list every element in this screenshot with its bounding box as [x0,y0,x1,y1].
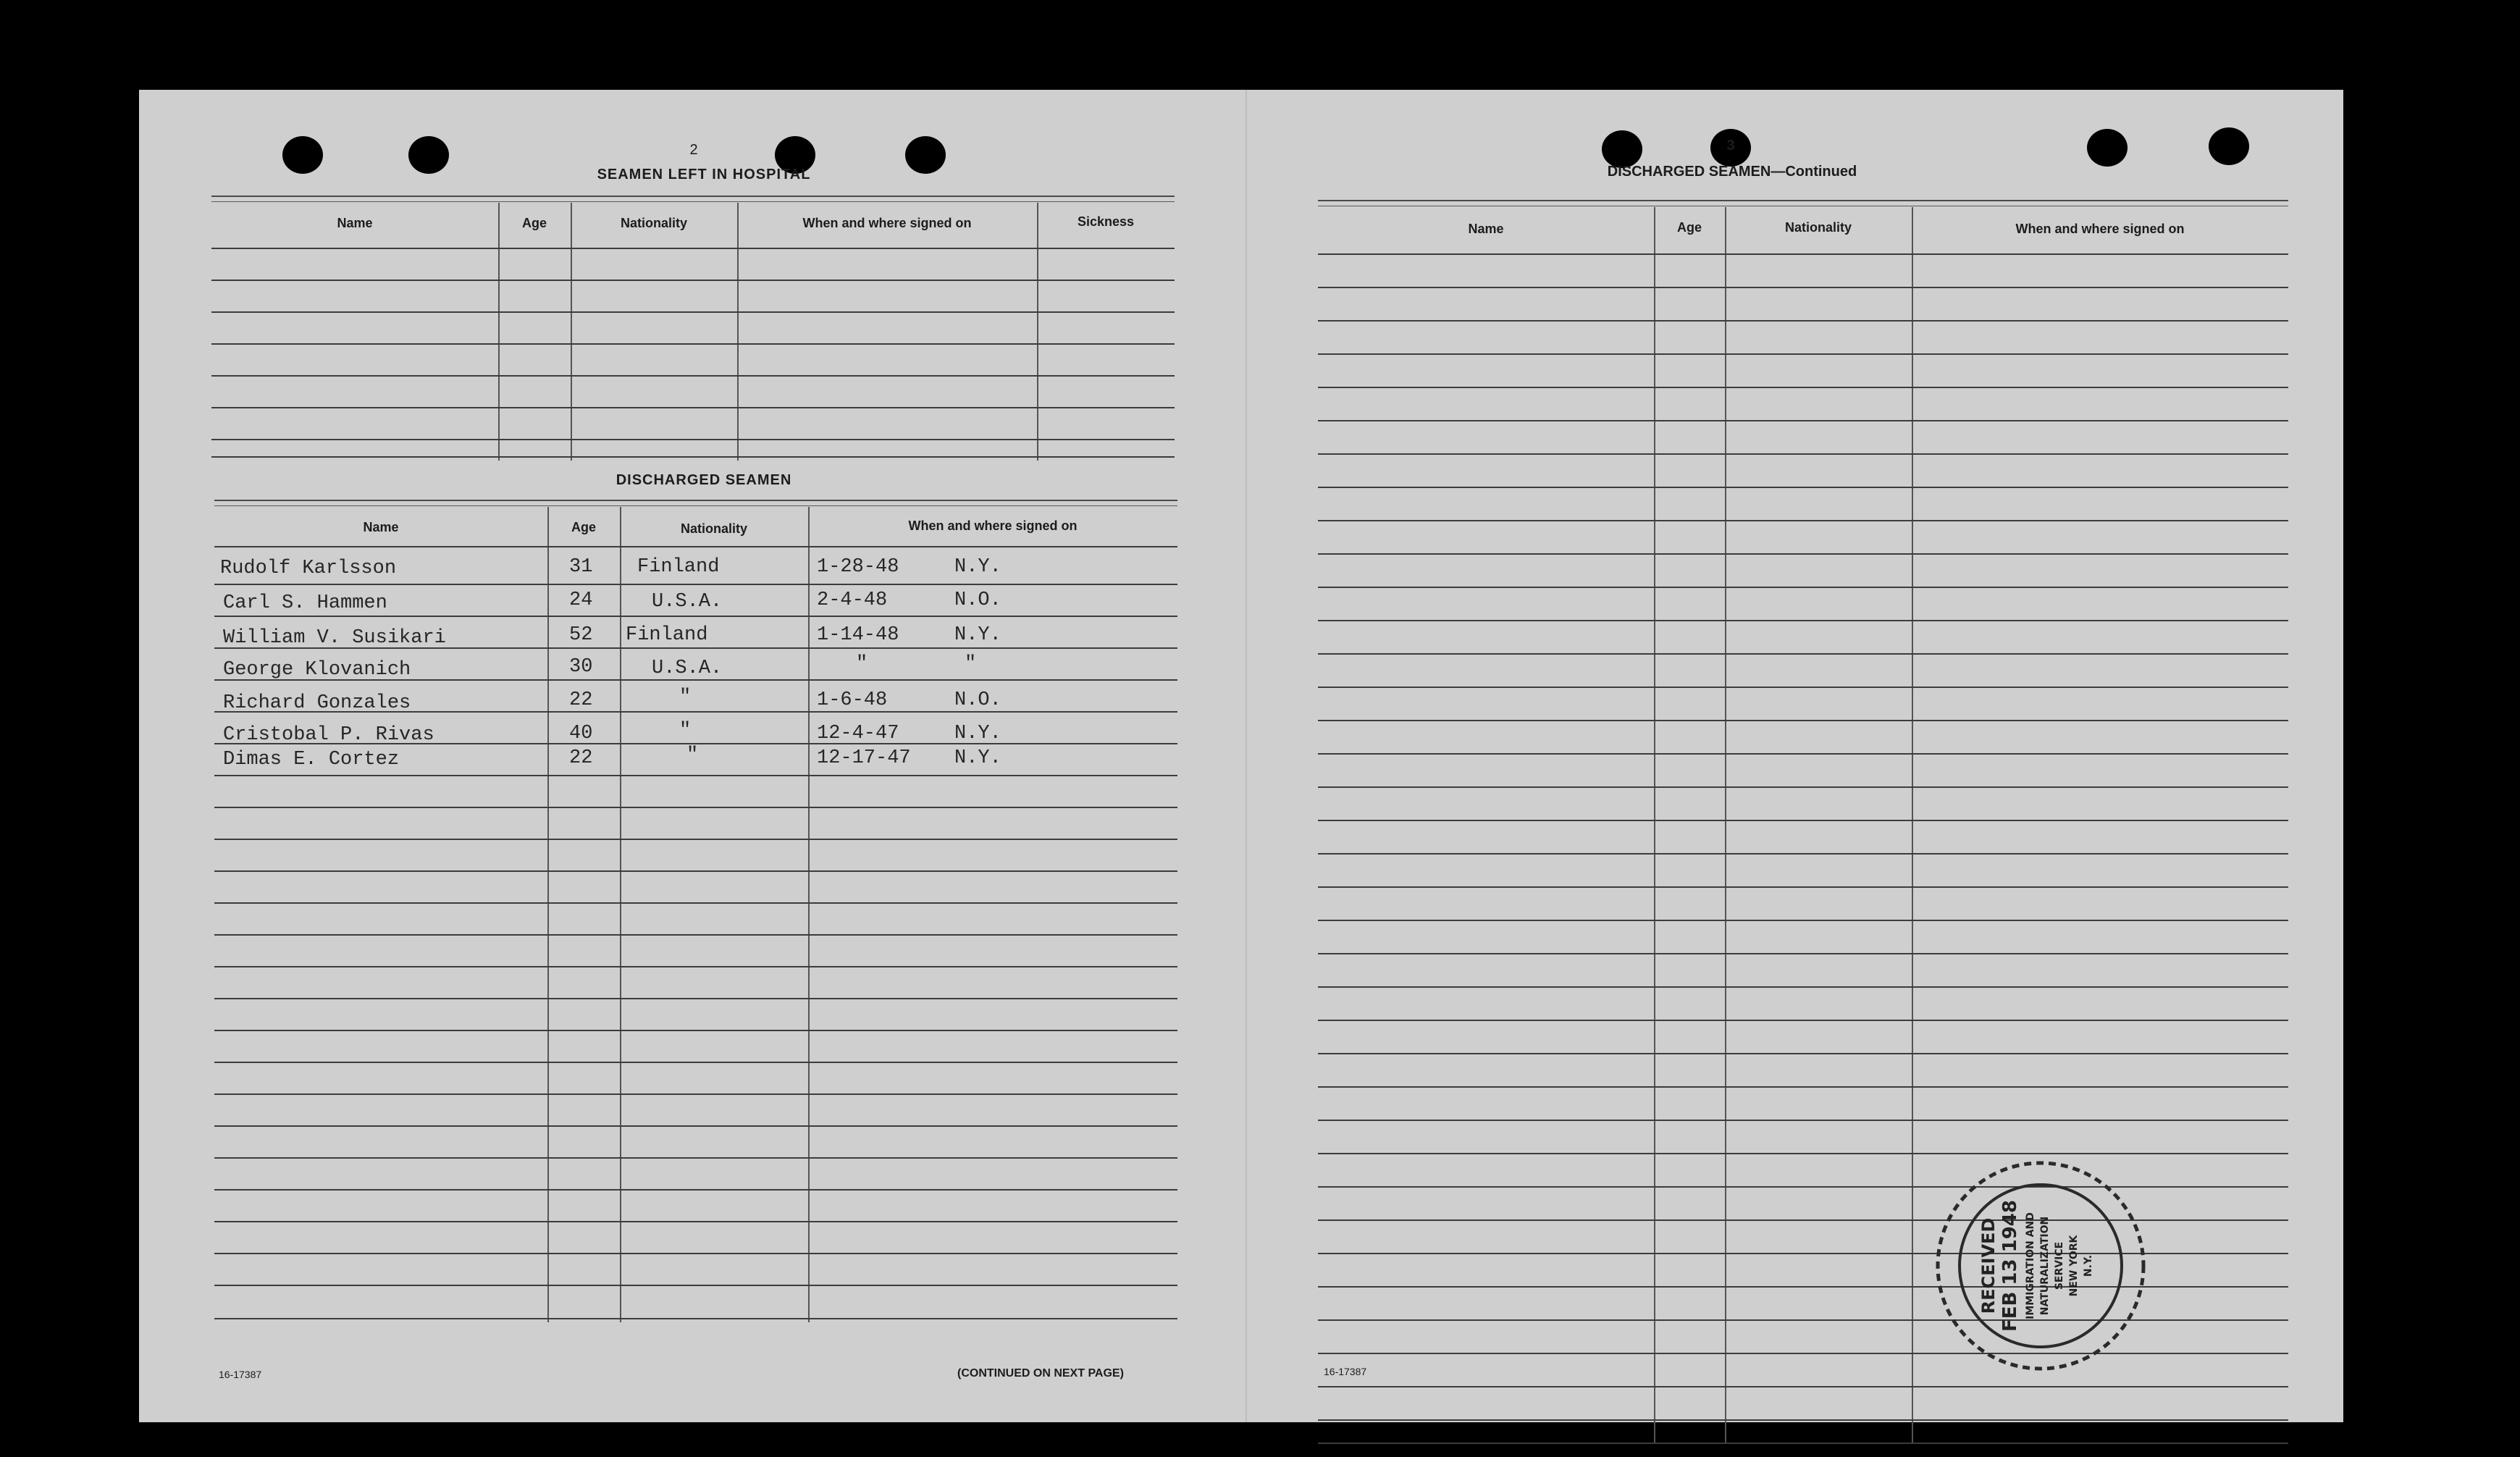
table-row-line [211,248,1175,249]
table-row-line [214,934,1177,936]
signed-on-place: N.Y. [954,723,1001,744]
table-row-line [1318,853,2288,855]
stamp-line: NATURALIZATION [2039,1216,2051,1316]
table-row-line [1318,487,2288,488]
table-row-line [214,1093,1177,1095]
hospital-header-signed-on: When and where signed on [802,216,972,230]
table-row-line [1318,253,2288,255]
table-row-line [1318,553,2288,555]
hospital-header-age: Age [521,216,547,230]
seaman-name: Dimas E. Cortez [223,749,400,771]
table-row-line [214,807,1177,808]
signed-on-place: N.O. [954,589,1001,611]
table-row-line [211,311,1175,313]
table-row-line [214,902,1177,904]
table-row-line [1318,653,2288,655]
table-row-line [211,456,1175,458]
stamp-line: N.Y. [2083,1254,2094,1277]
page-number: 2 [689,142,698,158]
hospital-header-nationality: Nationality [620,216,687,230]
table-row-line [214,584,1177,585]
seaman-nationality: " [686,744,699,766]
table-row-line [1318,287,2288,288]
column-divider [1725,207,1726,1444]
table-row-line [1318,1053,2288,1054]
discharged-header-name: Name [363,520,399,534]
seaman-name: Richard Gonzales [223,692,411,714]
continued-header-nationality: Nationality [1784,220,1852,235]
punch-hole [2209,127,2249,165]
signed-on-place: N.O. [954,689,1001,711]
table-row-line [214,775,1177,776]
signed-on-place: " [965,653,977,675]
table-row-line [1318,953,2288,954]
punch-hole [408,136,449,174]
table-row-line [1318,1443,2288,1444]
continued-header-name: Name [1468,222,1504,236]
signed-on-date: 1-28-48 [817,556,899,578]
table-row-line [1318,720,2288,721]
seaman-age: 31 [569,556,593,578]
seaman-name: William V. Susikari [223,627,446,649]
form-number: 16-17387 [1324,1366,1367,1377]
table-row-line [1318,786,2288,788]
table-row-line [214,1062,1177,1063]
signed-on-date: 12-17-47 [817,747,911,769]
seaman-nationality: U.S.A. [652,658,723,679]
seaman-name: George Klovanich [223,659,411,681]
column-divider [547,507,549,1322]
column-divider [808,507,810,1322]
seaman-nationality: " [679,686,692,708]
table-row-line [211,280,1175,281]
discharged-header-age: Age [571,520,596,534]
table-row-line [214,839,1177,840]
signed-on-date: 1-14-48 [817,624,899,646]
table-row-line [1318,520,2288,521]
column-divider [571,203,572,461]
rule [1318,200,2288,201]
punch-hole [1602,130,1642,168]
rule [211,196,1175,197]
rule [214,500,1177,501]
table-row-line [214,998,1177,999]
signed-on-place: N.Y. [954,556,1001,578]
page-number: 3 [1726,138,1735,154]
table-row-line [214,1221,1177,1222]
seaman-age: 30 [569,656,593,678]
table-row-line [1318,686,2288,688]
seaman-name: Carl S. Hammen [223,592,387,614]
continued-note: (CONTINUED ON NEXT PAGE) [957,1367,1124,1380]
table-row-line [1318,1386,2288,1387]
column-divider [1912,207,1913,1444]
punch-hole [905,136,946,174]
table-row-line [1318,1020,2288,1021]
column-divider [1654,207,1655,1444]
table-row-line [1318,353,2288,355]
discharged-section-title: DISCHARGED SEAMEN [616,472,792,488]
table-row-line [214,546,1177,547]
seaman-age: 22 [569,747,593,769]
table-row-line [214,870,1177,872]
table-row-line [1318,986,2288,988]
table-row-line [1318,753,2288,755]
seaman-nationality: U.S.A. [652,591,723,613]
seaman-nationality: Finland [637,556,720,578]
table-row-line [1318,387,2288,388]
seaman-age: 24 [569,589,593,611]
form-number: 16-17387 [219,1369,262,1380]
table-row-line [1318,1086,2288,1088]
table-row-line [1318,920,2288,921]
signed-on-place: N.Y. [954,624,1001,646]
table-row-line [214,1285,1177,1286]
table-row-line [211,343,1175,345]
table-row-line [1318,820,2288,821]
table-row-line [214,1157,1177,1159]
table-row-line [1318,1419,2288,1421]
table-row-line [214,616,1177,617]
table-row-line [214,1253,1177,1254]
column-divider [498,203,500,461]
table-row-line [214,1318,1177,1319]
punch-hole [282,136,323,174]
table-row-line [211,375,1175,377]
signed-on-place: N.Y. [954,747,1001,769]
seaman-age: 40 [569,723,593,744]
column-divider [1037,203,1038,461]
signed-on-date: 2-4-48 [817,589,888,611]
table-row-line [214,966,1177,967]
seaman-name: Rudolf Karlsson [220,558,397,579]
received-stamp [1928,1157,2154,1374]
right-page [1247,90,2343,1422]
column-divider [737,203,739,461]
hospital-header-name: Name [337,216,373,230]
stamp-line: RECEIVED [1978,1217,1999,1314]
stamp-line: SERVICE [2054,1241,2065,1290]
hospital-header-sickness: Sickness [1077,214,1135,229]
table-row-line [1318,420,2288,421]
continued-header-signed-on: When and where signed on [2015,222,2185,236]
table-row-line [211,407,1175,408]
table-row-line [211,439,1175,440]
seaman-nationality: Finland [626,624,708,646]
seaman-name: Cristobal P. Rivas [223,724,434,746]
table-row-line [1318,1153,2288,1154]
signed-on-date: 12-4-47 [817,723,899,744]
signed-on-date: 1-6-48 [817,689,888,711]
signed-on-date: " [856,653,868,675]
hospital-section-title: SEAMEN LEFT IN HOSPITAL [597,167,811,182]
table-row-line [1318,1120,2288,1121]
table-row-line [1318,620,2288,621]
stamp-line: FEB 13 1948 [1999,1200,2021,1332]
table-row-line [214,1125,1177,1127]
discharged-header-nationality: Nationality [680,521,747,536]
table-row-line [1318,886,2288,888]
seaman-age: 22 [569,689,593,711]
table-row-line [214,1189,1177,1191]
column-divider [620,507,621,1322]
seaman-nationality: " [679,720,692,742]
table-row-line [1318,320,2288,322]
table-row-line [1318,587,2288,588]
stamp-line: NEW YORK [2068,1235,2080,1297]
punch-hole [2087,129,2128,167]
seaman-age: 52 [569,624,593,646]
table-row-line [214,1030,1177,1031]
rule [211,201,1175,202]
continued-section-title: DISCHARGED SEAMEN—Continued [1607,164,1857,180]
left-page [139,90,1246,1422]
continued-header-age: Age [1676,220,1702,235]
rule [214,505,1177,506]
stamp-line: IMMIGRATION AND [2025,1212,2036,1319]
table-row-line [1318,453,2288,455]
discharged-header-signed-on: When and where signed on [908,518,1078,533]
